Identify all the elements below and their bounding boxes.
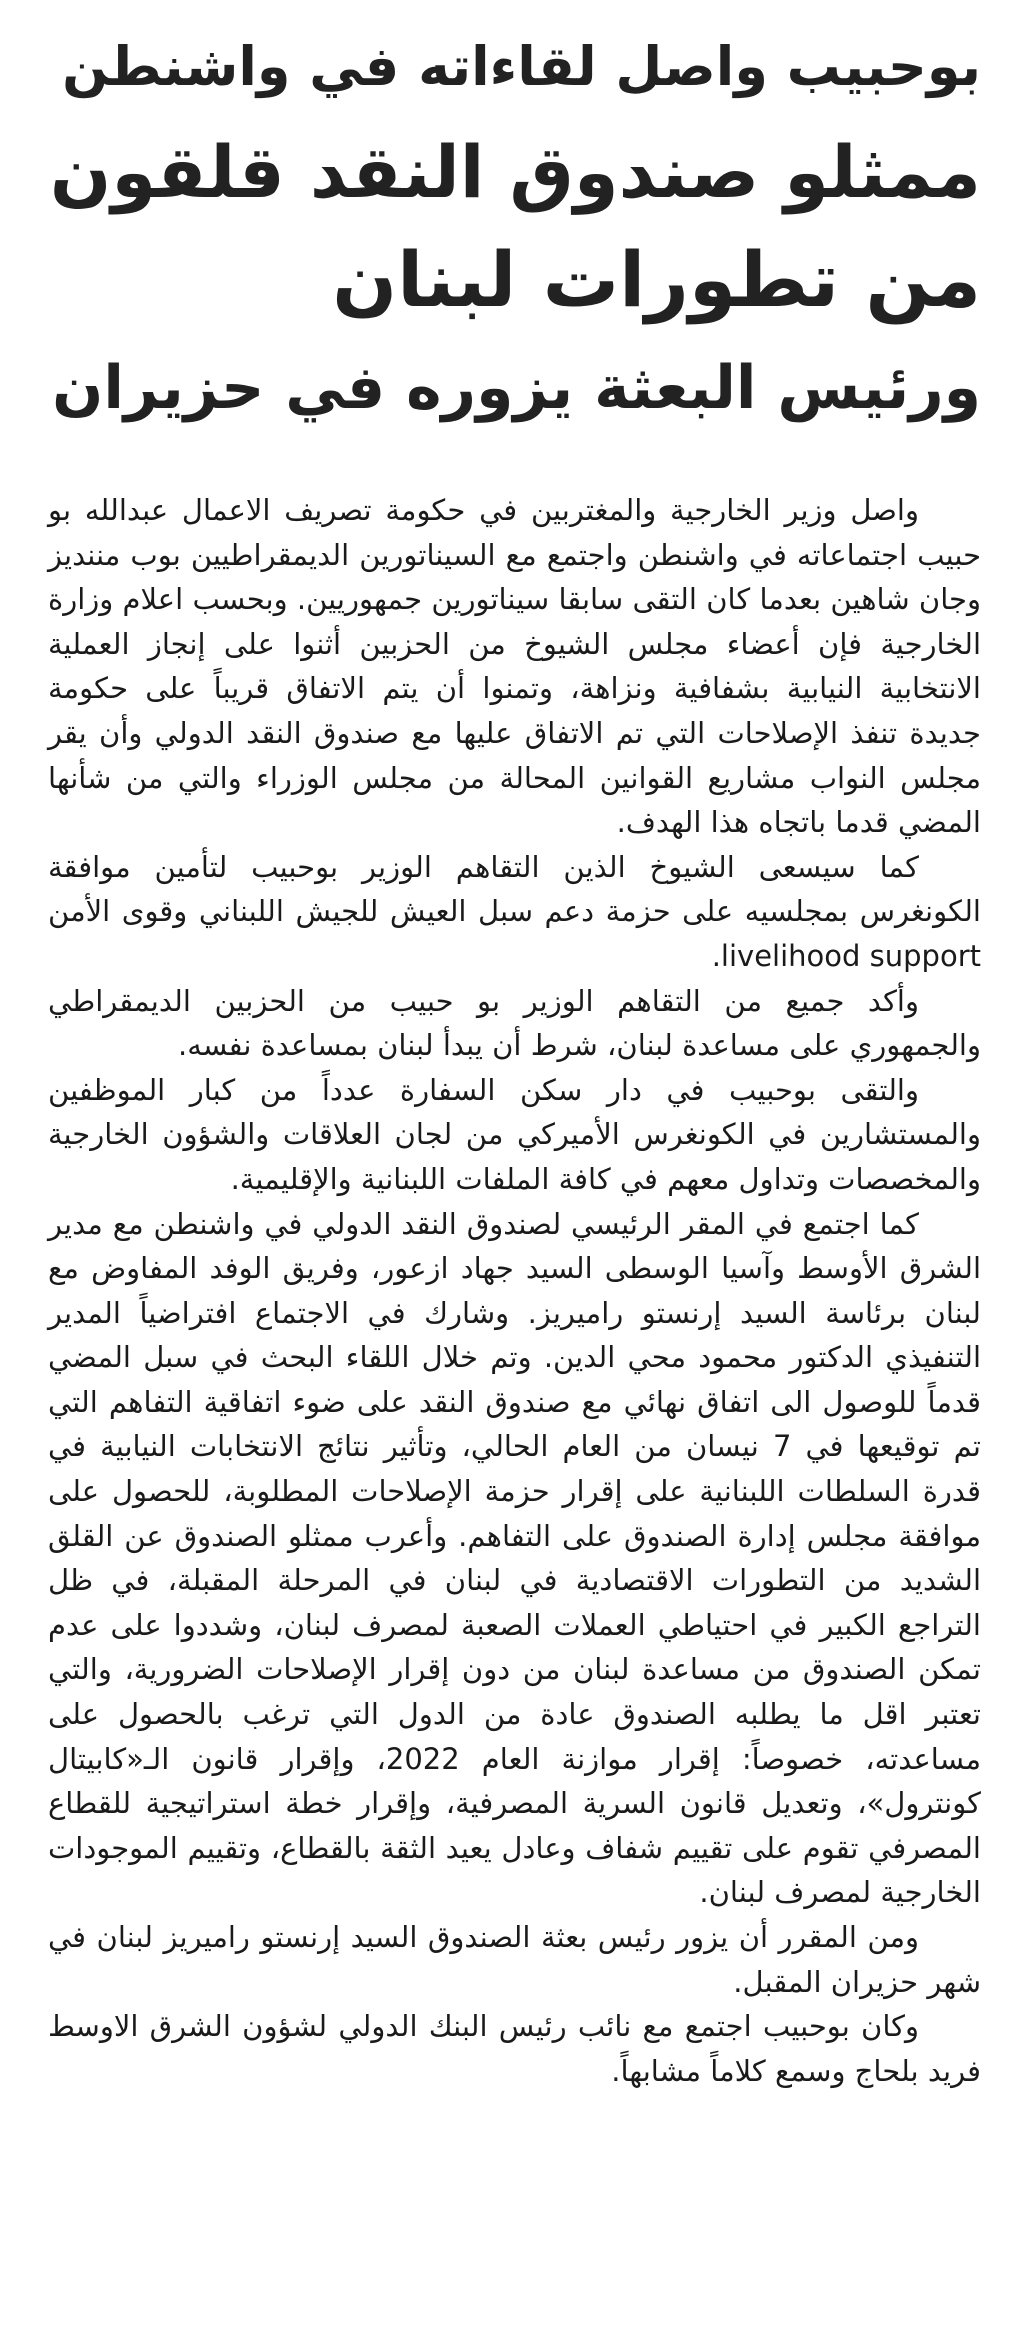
headline-line: ممثلو صندوق النقد قلقون [49,130,981,214]
article-paragraph: ومن المقرر أن يزور رئيس بعثة الصندوق السيد إرنستو راميريز لبنان في شهر حزيران المقبل. [48,1920,981,1999]
article-headline [48,118,981,442]
headline-line: ورئيس البعثة يزوره في حزيران [52,353,981,423]
article-paragraph: واصل وزير الخارجية والمغتربين في حكومة تصريف الاعمال عبدالله بو حبيب اجتماعاته في واشنطن واجتمع مع السيناتورين الديمقراطيين بوب مننديز وجان شاهين بعدما كان التقى سابقا سيناتورين جمهوريين. وبحسب اعلام وزارة الخارجية فإن أعضاء مجلس الشيوخ من الحزبين أثنوا على إنجاز العملية الانتخابية النيابية بشفافية ونزاهة، وتمنوا أن يتم الاتفاق قريباً على حكومة جديدة تنفذ الإصلاحات التي تم الاتفاق عليها مع صندوق النقد الدولي وأن يقر مجلس النواب مشاريع القوانين المحالة من مجلس الوزراء والتي من شأنها المضي قدما باتجاه هذا الهدف. [48,493,981,840]
article-kicker: بوحبيب واصل لقاءاته في واشنطن [62,35,981,98]
article-paragraph: كما سيسعى الشيوخ الذين التقاهم الوزير بوحبيب لتأمين موافقة الكونغرس بمجلسيه على حزمة دعم سبل العيش للجيش اللبناني وقوى الأمن livelihood support. [48,849,981,973]
article-paragraph: والتقى بوحبيب في دار سكن السفارة عدداً من كبار الموظفين والمستشارين في الكونغرس الأميركي من لجان العلاقات والشؤون الخارجية والمخصصات وتداول معهم في كافة الملفات اللبنانية والإقليمية. [48,1072,981,1196]
article-paragraph: وكان بوحبيب اجتمع مع نائب رئيس البنك الدولي لشؤون الشرق الاوسط فريد بلحاج وسمع كلاماً مشابهاً. [48,2009,981,2088]
article-body [48,488,981,2093]
article-paragraph: وأكد جميع من التقاهم الوزير بو حبيب من الحزبين الديمقراطي والجمهوري على مساعدة لبنان، شرط أن يبدأ لبنان بمساعدة نفسه. [48,983,981,1063]
headline-line: من تطورات لبنان [332,235,981,324]
article-paragraph: كما اجتمع في المقر الرئيسي لصندوق النقد الدولي في واشنطن مع مدير الشرق الأوسط وآسيا الوسطى السيد جهاد ازعور، وفريق الوفد المفاوض مع لبنان برئاسة السيد إرنستو راميريز. وشارك في الاجتماع افتراضياً المدير التنفيذي الدكتور محمود محي الدين. وتم خلال اللقاء البحث في سبل المضي قدماً للوصول الى اتفاق نهائي مع صندوق النقد على ضوء اتفاقية التفاهم التي تم توقيعها في 7 نيسان من العام الحالي، وتأثير نتائج الانتخابات النيابية في قدرة السلطات اللبنانية على إقرار حزمة الإصلاحات المطلوبة، للحصول على موافقة مجلس إدارة الصندوق على التفاهم. وأعرب ممثلو الصندوق عن القلق الشديد من التطورات الاقتصادية في لبنان في المرحلة المقبلة، في ظل التراجع الكبير في احتياطي العملات الصعبة لمصرف لبنان، وشددوا على عدم تمكن الصندوق من مساعدة لبنان من دون إقرار الإصلاحات الضرورية، والتي تعتبر اقل ما يطلبه الصندوق عادة من الدول التي ترغب بالحصول على مساعدته، خصوصاً: إقرار موازنة العام 2022، وإقرار قانون الـ«كابيتال كونترول»، وتعديل قانون السرية المصرفية، وإقرار خطة استراتيجية للقطاع المصرفي تقوم على تقييم شفاف وعادل يعيد الثقة بالقطاع، وتقييم الموجودات الخارجية لمصرف لبنان. [48,1206,981,1910]
newspaper-article [0,18,1029,2341]
